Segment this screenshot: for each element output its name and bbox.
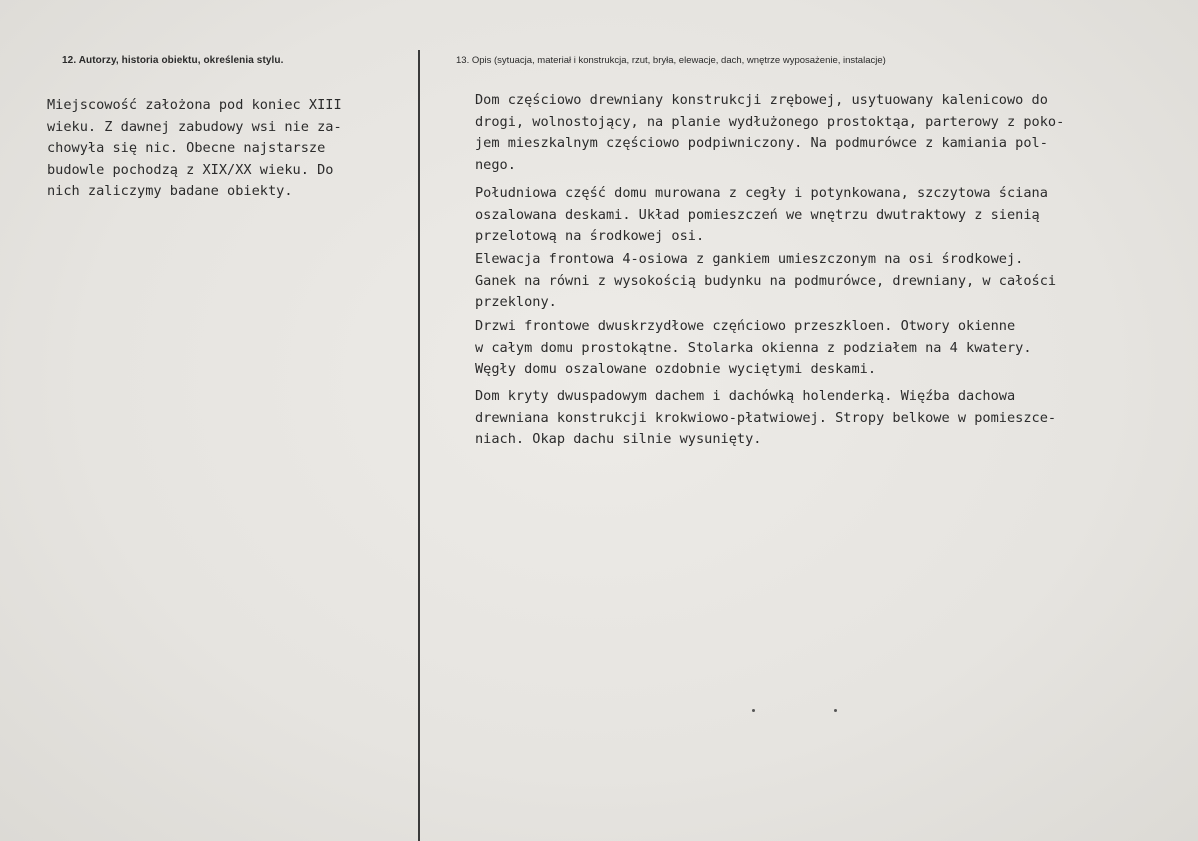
description-paragraph-1: Dom częściowo drewniany konstrukcji zrębowej, usytuowany kalenicowo do drogi, wolnostojący, na planie wydłużonego prostoktąa, parterowy z poko- jem mieszkalnym częściowo podpiwniczony. Na podmurówce z kamiania pol- nego. [475,92,1065,173]
section-12-header: 12. Autorzy, historia obiektu, określenia stylu. [62,55,284,66]
description-paragraph-2: Południowa część domu murowana z cegły i potynkowana, szczytowa ściana oszalowana deskami. Układ pomieszczeń we wnętrzu dwutraktowy z sienią przelotową na środkowej osi. [475,185,1048,244]
description-paragraph-3: Elewacja frontowa 4-osiowa z gankiem umieszczonym na osi środkowej. Ganek na równi z wysokością budynku na podmurówce, drewniany, w całości przeklony. [475,251,1057,310]
paper-speck [834,709,837,712]
paper-speck [752,709,755,712]
description-paragraph-5: Dom kryty dwuspadowym dachem i dachówką holenderką. Więźba dachowa drewniana konstrukcji krokwiowo-płatwiowej. Stropy belkowe w pomieszce- niach. Okap dachu silnie wysunięty. [475,388,1057,447]
history-text: Miejscowość założona pod koniec XIII wieku. Z dawnej zabudowy wsi nie za- chowyła się nic. Obecne najstarsze budowle pochodzą z XIX/XX wieku. Do nich zaliczymy badane obiekty. [47,97,342,199]
column-divider [418,50,420,841]
description-paragraph-4: Drzwi frontowe dwuskrzydłowe częńciowo przeszkloen. Otwory okienne w całym domu prostokątne. Stolarka okienna z podziałem na 4 kwatery. Węgły domu oszalowane ozdobnie wyciętymi deskami. [475,318,1032,377]
section-13-header: 13. Opis (sytuacja, materiał i konstrukcja, rzut, bryła, elewacje, dach, wnętrze wyposażenie, instalacje) [456,55,886,66]
